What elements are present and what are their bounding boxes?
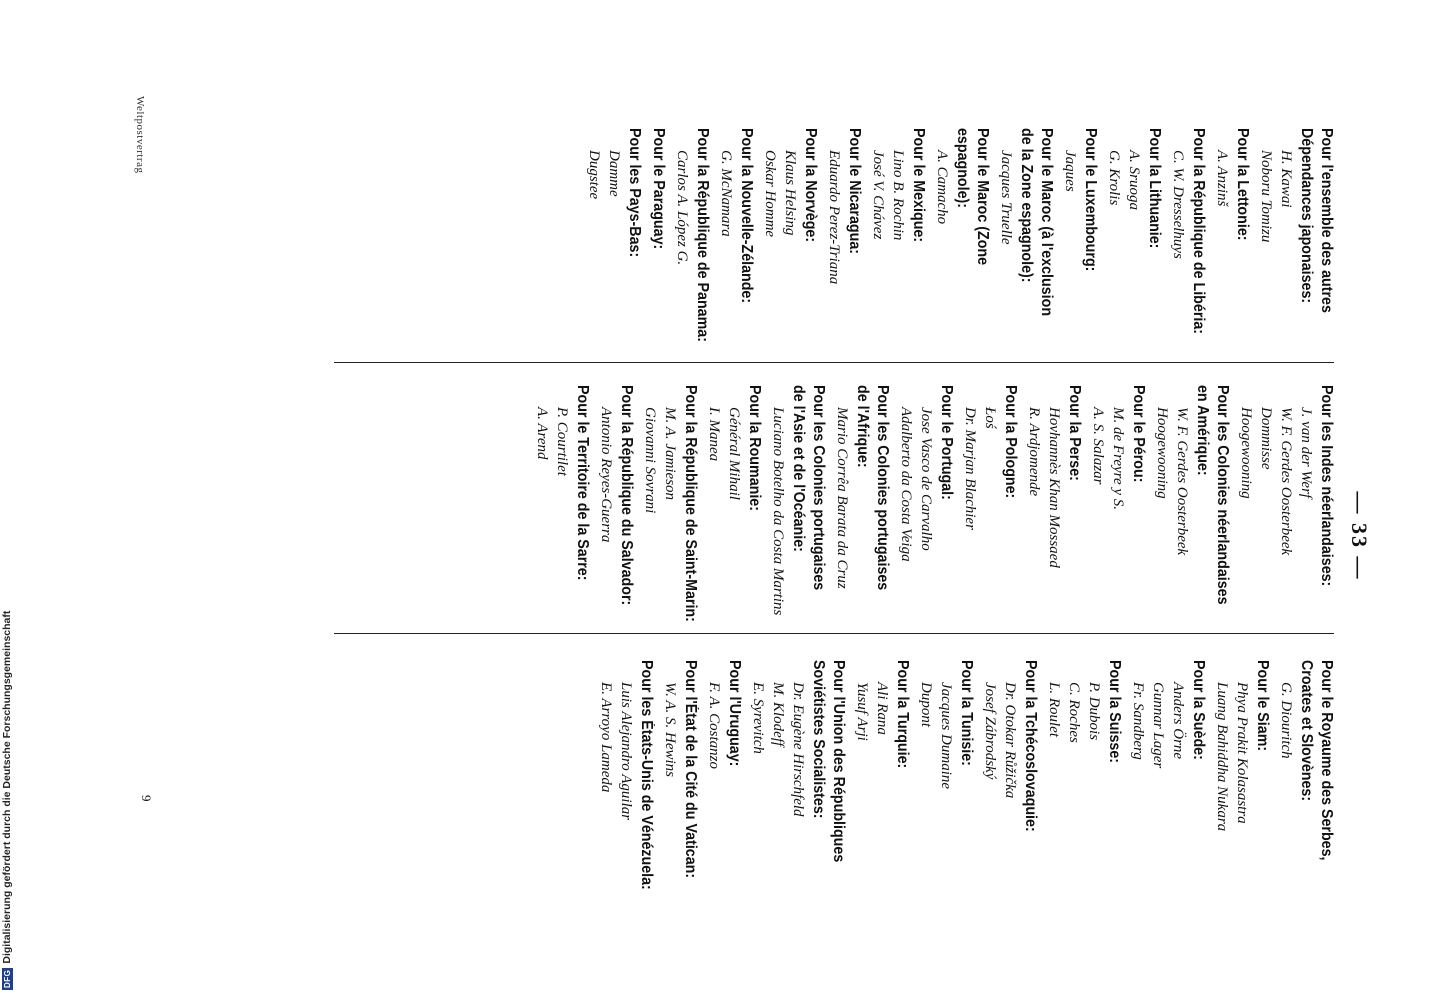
signature-entry <box>768 385 828 645</box>
country-heading: Pour la Tchécoslovaquie: <box>1022 660 1039 832</box>
signatory-name: Luis Alejandro Aguilar <box>618 682 634 821</box>
signatory-name: Mario Corrêa Barata da Cruz <box>834 407 850 589</box>
signatory-name: J. van der Werf <box>1298 407 1314 499</box>
signature-entry <box>1212 660 1272 920</box>
signatory-name: Luciano Botelho da Costa Martins <box>770 407 786 616</box>
country-heading: Pour le Royaume des Serbes, Croates et Slovènes: <box>1298 660 1335 861</box>
column-divider <box>334 362 1334 363</box>
country-heading: Pour la Tunisie: <box>958 660 975 766</box>
signatory-name: A. Sruoga <box>1126 150 1142 210</box>
country-heading: Pour la Lithuanie: <box>1146 128 1163 249</box>
country-heading: Pour le Siam: <box>1254 660 1271 752</box>
country-heading: Pour la Suède: <box>1190 660 1207 760</box>
signatory-name: Łoś <box>982 407 998 429</box>
signature-entry <box>1276 660 1336 920</box>
signatory-name: P. Dubois <box>1086 682 1102 741</box>
country-heading: Pour la République de Panama: <box>694 128 711 342</box>
country-heading: Pour la Turquie: <box>894 660 911 769</box>
signatory-name: W. A. S. Hewins <box>662 682 678 778</box>
signatory-name: Dommisse <box>1258 407 1274 470</box>
country-heading: Pour la République du Salvador: <box>618 385 635 606</box>
signatory-name: M. de Freyre y S. <box>1110 407 1126 511</box>
country-heading: Pour les Indes néerlandaises: <box>1318 385 1335 587</box>
signature-entry <box>704 660 744 920</box>
country-heading: Pour les Colonies néerlandaises en Amérique: <box>1194 385 1231 605</box>
signatory-name: Anders Örne <box>1170 682 1186 760</box>
signature-column-2 <box>528 385 1336 645</box>
signature-entry <box>1168 128 1208 368</box>
signatory-name: Eduardo Perez-Triana <box>826 150 842 285</box>
signatory-name: Hoogewooning <box>1238 407 1254 499</box>
country-heading: Pour la Suisse: <box>1106 660 1123 764</box>
country-heading: Pour l'Uruguay: <box>726 660 743 767</box>
column-divider <box>334 633 1334 634</box>
signature-entry <box>704 385 764 645</box>
signatory-name: Yusuf Arji <box>854 682 870 741</box>
country-heading: Pour la Pologne: <box>1002 385 1019 499</box>
signatory-name: C. Roches <box>1066 682 1082 743</box>
signature-entry <box>1104 128 1164 368</box>
signatory-name: Josef Zábrodský <box>982 682 998 780</box>
country-heading: Pour la Lettonie: <box>1234 128 1251 241</box>
signatory-name: E. Syrevitch <box>750 682 766 754</box>
margin-note: Weltpostvertrag <box>134 96 146 174</box>
signatory-name: Klaus Helsing <box>782 150 798 236</box>
signatory-name: A. Camacho <box>934 150 950 225</box>
signature-entry <box>1044 660 1124 920</box>
signatory-name: Dr. Otokar Růžička <box>1002 682 1018 799</box>
country-heading: Pour le Mexique: <box>910 128 927 243</box>
signatory-name: F. A. Costanzo <box>706 682 722 769</box>
signature-entry <box>960 385 1020 645</box>
signatory-name: Dupont <box>918 682 934 727</box>
country-heading: Pour les Colonies portugaises de l'Asie et de l'Océanie: <box>790 385 827 591</box>
country-heading: Pour la Nouvelle-Zélande: <box>738 128 755 304</box>
signatory-name: R. Ardjomende <box>1026 407 1042 497</box>
signatory-name: E. Arroyo Lameda <box>598 682 614 793</box>
country-heading: Pour la République de Saint-Marin: <box>682 385 699 622</box>
signatory-name: Jacques Dumaine <box>938 682 954 790</box>
page-number: — 33 — <box>1347 491 1372 581</box>
signatory-name: Hovhannès Khan Mossaed <box>1046 407 1062 568</box>
signature-entry <box>640 385 700 645</box>
country-heading: Pour le Maroc (Zone espagnole): <box>954 128 991 266</box>
signatory-name: Jacques Truelle <box>998 150 1014 245</box>
signature-entry <box>532 385 592 645</box>
signature-entry <box>648 128 668 368</box>
country-heading: Pour le Paraguay: <box>650 128 667 250</box>
footer-page-number: 9 <box>139 795 154 802</box>
signature-entry <box>996 128 1056 368</box>
country-heading: Pour le Maroc (à l'exclusion de la Zone espagnole): <box>1018 128 1055 317</box>
signatory-name: Carlos A. López G. <box>674 150 690 266</box>
signatory-name: Dugstee <box>586 150 602 200</box>
signatory-name: Antonio Reyes-Guerra <box>598 407 614 543</box>
signature-entry <box>760 128 820 368</box>
signatory-name: A. Arend <box>534 407 550 460</box>
signatory-name: Général Mihail <box>726 407 742 500</box>
signatory-name: G. Diouritch <box>1278 682 1294 759</box>
country-heading: Pour l'Union des Républiques Soviétistes Socialistes: <box>810 660 847 863</box>
signatory-name: W. F. Gerdes Oosterbeek <box>1174 407 1190 556</box>
signature-column-1 <box>580 128 1336 368</box>
signature-entry <box>832 385 892 645</box>
signatory-name: Adalberto da Costa Veiga <box>898 407 914 562</box>
signatory-name: M. Klodeff <box>770 682 786 747</box>
country-heading: Pour les Pays-Bas: <box>626 128 643 258</box>
signatory-name: H. Kawai <box>1278 150 1294 208</box>
signatory-name: Giovanni Sovrani <box>642 407 658 514</box>
signatory-name: Oskar Homme <box>762 150 778 238</box>
country-heading: Pour la Perse: <box>1066 385 1083 481</box>
signatory-name: A. Anzinš <box>1214 150 1230 207</box>
signature-entry <box>1128 660 1208 920</box>
signatory-name: Dr. Marjan Blachier <box>962 407 978 530</box>
signature-entry <box>896 385 956 645</box>
signatory-name: L. Roulet <box>1046 682 1062 737</box>
signatory-name: José V. Chávez <box>870 150 886 240</box>
signature-entry <box>932 128 992 368</box>
signatory-name: P. Courtilet <box>554 407 570 476</box>
country-heading: Pour le Portugal: <box>938 385 955 500</box>
signatory-name: Gunnar Lager <box>1150 682 1166 769</box>
signatory-name: G. Krolis <box>1106 150 1122 206</box>
signature-entry <box>1236 385 1336 645</box>
signatory-name: Lino B. Rochin <box>890 150 906 241</box>
country-heading: Pour l'ensemble des autres Dépendances japonaises: <box>1298 128 1335 313</box>
country-heading: Pour le Territoire de la Sarre: <box>574 385 591 581</box>
signature-entry <box>584 128 644 368</box>
signature-entry <box>660 660 700 920</box>
signature-entry <box>916 660 976 920</box>
signature-column-3 <box>592 660 1336 920</box>
signatory-name: Jose Vasco de Carvalho <box>918 407 934 551</box>
signatory-name: Noboru Tomizu <box>1258 150 1274 243</box>
signatory-name: Dr. Eugène Hirschfeld <box>790 682 806 817</box>
country-heading: Pour la République de Libéria: <box>1190 128 1207 335</box>
signatory-name: M. A. Jamieson <box>662 407 678 501</box>
country-heading: Pour la Roumanie: <box>746 385 763 511</box>
digitization-credit <box>0 0 14 990</box>
country-heading: Pour la Norvège: <box>802 128 819 243</box>
signature-entry <box>1256 128 1336 368</box>
dfg-logo: DFG <box>2 969 12 988</box>
country-heading: Pour l'État de la Cité du Vatican: <box>682 660 699 879</box>
credit-text: Digitalisierung gefördert durch die Deutsche Forschungsgemeinschaft <box>1 610 13 964</box>
country-heading: Pour les Colonies portugaises de l'Afrique: <box>854 385 891 591</box>
country-heading: Pour les États-Unis de Vénézuela: <box>638 660 655 890</box>
signature-entry <box>1024 385 1084 645</box>
signatory-name: C. W. Dresselhuys <box>1170 150 1186 259</box>
signature-entry <box>672 128 712 368</box>
signature-entry <box>852 660 912 920</box>
signatory-name: Fr. Sandberg <box>1130 682 1146 760</box>
signatory-name: Hoogewooning <box>1154 407 1170 499</box>
signatory-name: Damme <box>606 150 622 197</box>
signatory-name: Luang Bahiddha Nukara <box>1214 682 1230 832</box>
signatory-name: Phya Prakit Kolasastra <box>1234 682 1250 824</box>
signature-entry <box>1212 128 1252 368</box>
signatory-name: G. McNamara <box>718 150 734 237</box>
country-heading: Pour le Luxembourg: <box>1082 128 1099 272</box>
signature-entry <box>824 128 864 368</box>
country-heading: Pour le Pérou: <box>1130 385 1147 483</box>
signature-entry <box>980 660 1040 920</box>
signature-entry <box>1152 385 1232 645</box>
signatory-name: Ali Rana <box>874 682 890 735</box>
country-heading: Pour le Nicaragua: <box>846 128 863 255</box>
signatory-name: Jaques <box>1062 150 1078 192</box>
signature-entry <box>716 128 756 368</box>
signature-entry <box>1088 385 1148 645</box>
signature-entry <box>596 385 636 645</box>
signature-entry <box>868 128 928 368</box>
signatory-name: A. S. Salazar <box>1090 407 1106 485</box>
signatory-name: W. F. Gerdes Oosterbeek <box>1278 407 1294 556</box>
signature-entry <box>1060 128 1100 368</box>
signatory-name: I. Manea <box>706 407 722 462</box>
signature-entry <box>748 660 848 920</box>
signature-entry <box>596 660 656 920</box>
